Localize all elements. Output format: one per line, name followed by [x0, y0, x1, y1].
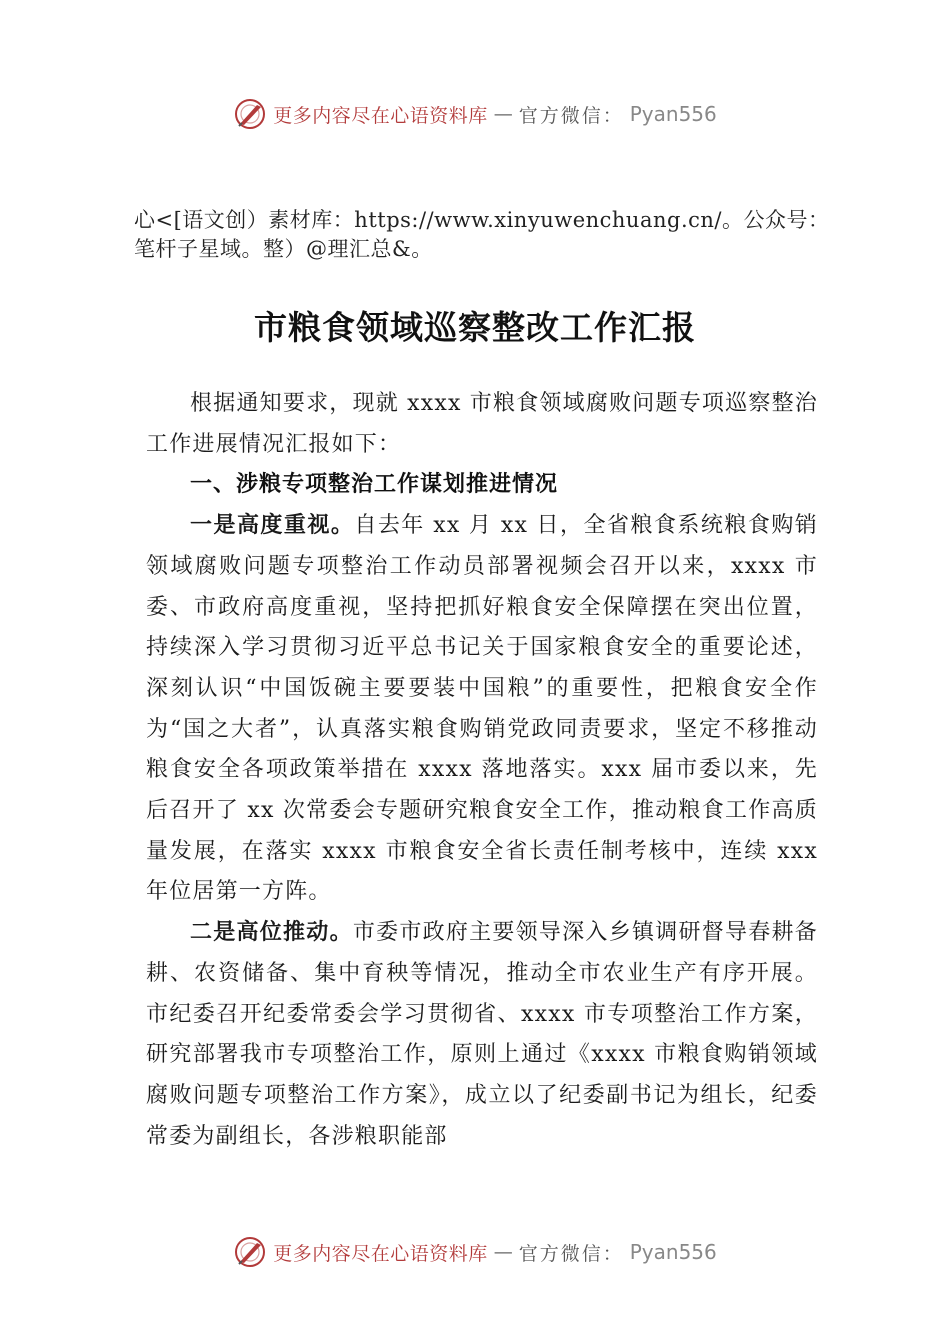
- document-title: 市粮食领域巡察整改工作汇报: [254, 308, 696, 347]
- quill-pen-logo-icon: [233, 97, 267, 131]
- paragraph-text: 自去年 xx 月 xx 日，全省粮食系统粮食购销领域腐败问题专项整治工作动员部署视频会召开以来，xxxx 市委、市政府高度重视，坚持把抓好粮食安全保障摆在突出位置，持续深入学习贯彻习近平总书记关于国家粮食安全的重要论述，深刻认识“中国饭碗主要要装中国粮”的重要性，把粮食安全作为“国之大者”，认真落实粮食购销党政同责要求，坚定不移推动粮食安全各项政策举措在 xxxx 落地落实。xxx 届市委以来，先后召开了 xx 次常委会专题研究粮食安全工作，推动粮食工作高质量发展，在落实 xxxx 市粮食安全省长责任制考核中，连续 xxx 年位居第一方阵。: [146, 513, 818, 905]
- wechat-id: Pyan556: [629, 1240, 717, 1264]
- source-note: 心<[语文创）素材库：https://www.xinyuwenchuang.cn/。公众号：笔杆子星域。整）@理汇总&。: [134, 208, 830, 261]
- quill-pen-logo-icon: [233, 1235, 267, 1269]
- paragraph-text: 市委市政府主要领导深入乡镇调研督导春耕备耕、农资储备、集中育秧等情况，推动全市农业生产有序开展。市纪委召开纪委常委会学习贯彻省、xxxx 市专项整治工作方案，研究部署我市专项整治工作，原则上通过《xxxx 市粮食购销领域腐败问题专项整治工作方案》，成立以了纪委副书记为组长，纪委常委为副组长，各涉粮职能部: [146, 920, 818, 1149]
- banner-separator: —: [493, 1241, 513, 1263]
- document-body: [146, 384, 818, 1157]
- header-watermark-banner: [0, 94, 950, 134]
- wechat-label: 官方微信：: [518, 1242, 624, 1265]
- body-paragraph-1: [146, 506, 818, 913]
- body-paragraph-2: [146, 913, 818, 1157]
- wechat-id: Pyan556: [629, 102, 717, 126]
- brand-name: 更多内容尽在心语资料库: [273, 104, 488, 127]
- paragraph-lead: 二是高位推动。: [190, 920, 353, 946]
- banner-separator: —: [493, 103, 513, 125]
- paragraph-lead: 一是高度重视。: [190, 513, 355, 539]
- section-heading: 一、涉粮专项整治工作谋划推进情况: [190, 472, 559, 498]
- wechat-label: 官方微信：: [518, 104, 624, 127]
- intro-paragraph: 根据通知要求，现就 xxxx 市粮食领域腐败问题专项巡察整治工作进展情况汇报如下：: [146, 391, 818, 457]
- brand-name: 更多内容尽在心语资料库: [273, 1242, 488, 1265]
- footer-watermark-banner: [0, 1232, 950, 1272]
